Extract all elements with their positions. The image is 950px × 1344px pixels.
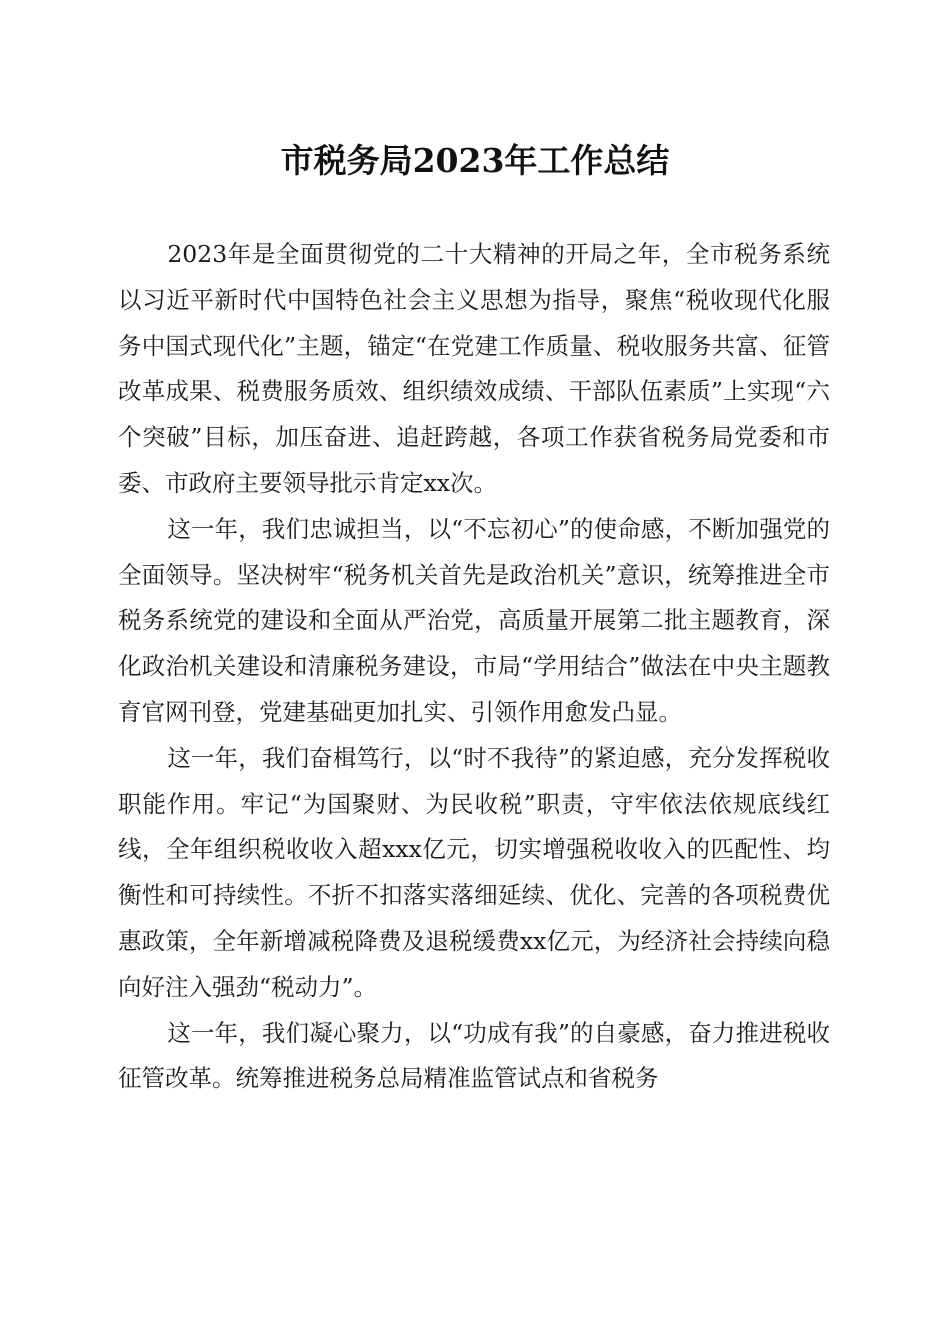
- paragraph-party-leadership: 这一年，我们忠诚担当，以“不忘初心”的使命感，不断加强党的全面领导。坚决树牢“税务机关首先是政治机关”意识，统筹推进全市税务系统党的建设和全面从严治党，高质量开展第二批主题教育，深化政治机关建设和清廉税务建设，市局“学用结合”做法在中央主题教育官网刊登，党建基础更加扎实、引领作用愈发凸显。: [118, 514, 830, 726]
- paragraph-intro: 2023年是全面贯彻党的二十大精神的开局之年，全市税务系统以习近平新时代中国特色社会主义思想为指导，聚焦“税收现代化服务中国式现代化”主题，锚定“在党建工作质量、税收服务共富、征管改革成果、税费服务质效、组织绩效成绩、干部队伍素质”上实现“六个突破”目标，加压奋进、追赶跨越，各项工作获省税务局党委和市委、市政府主要领导批示肯定xx次。: [118, 240, 830, 497]
- paragraph-collection-reform: 这一年，我们凝心聚力，以“功成有我”的自豪感，奋力推进税收征管改革。统筹推进税务总局精准监管试点和省税务: [118, 1018, 830, 1093]
- document-title: 市税务局2023年工作总结: [280, 141, 670, 180]
- paragraph-tax-revenue: 这一年，我们奋楫笃行，以“时不我待”的紧迫感，充分发挥税收职能作用。牢记“为国聚财、为民收税”职责，守牢依法依规底线红线，全年组织税收收入超xxx亿元，切实增强税收收入的匹配性、均衡性和可持续性。不折不扣落实落细延续、优化、完善的各项税费优惠政策，全年新增减税降费及退税缓费xx亿元，为经济社会持续向稳向好注入强劲“税动力”。: [118, 743, 830, 1001]
- document-body: [118, 232, 830, 1102]
